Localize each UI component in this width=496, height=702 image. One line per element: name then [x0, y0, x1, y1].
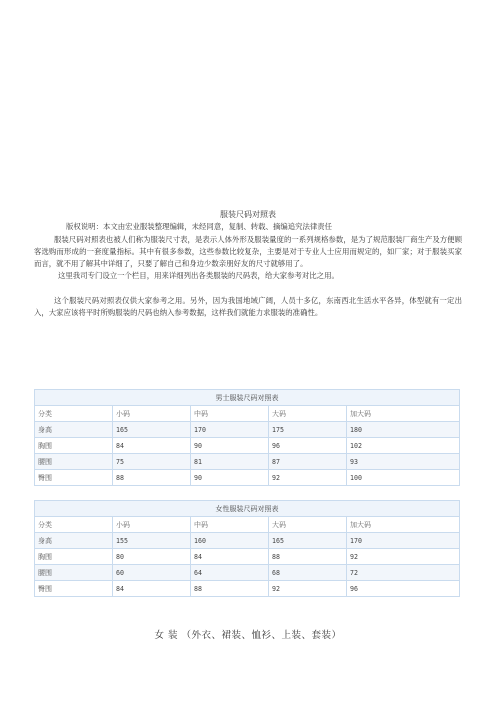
header-cell: 大码: [269, 406, 347, 422]
table-cell: 88: [113, 470, 191, 486]
table-cell: 170: [347, 533, 460, 549]
row-label: 臀围: [35, 470, 113, 486]
table-cell: 75: [113, 454, 191, 470]
header-cell: 分类: [35, 517, 113, 533]
table-cell: 60: [113, 565, 191, 581]
table-cell: 96: [269, 438, 347, 454]
table-cell: 165: [113, 422, 191, 438]
table-cell: 72: [347, 565, 460, 581]
table-row: [35, 422, 460, 438]
table-row: [35, 565, 460, 581]
table-cell: 93: [347, 454, 460, 470]
document-title: 服装尺码对照表: [220, 210, 276, 219]
table-cell: 84: [113, 581, 191, 597]
table-cell: 92: [269, 581, 347, 597]
table-row: [35, 581, 460, 597]
row-label: 腰围: [35, 565, 113, 581]
table-cell: 87: [269, 454, 347, 470]
table-cell: 175: [269, 422, 347, 438]
row-label: 胸围: [35, 549, 113, 565]
header-cell: 中码: [191, 406, 269, 422]
header-cell: 分类: [35, 406, 113, 422]
row-label: 臀围: [35, 581, 113, 597]
table-cell: 102: [347, 438, 460, 454]
table-cell: 80: [113, 549, 191, 565]
header-cell: 小码: [113, 517, 191, 533]
women-size-table: [34, 500, 460, 597]
header-cell: 大码: [269, 517, 347, 533]
header-cell: 小码: [113, 406, 191, 422]
table-cell: 81: [191, 454, 269, 470]
table-cell: 155: [113, 533, 191, 549]
row-label: 身高: [35, 533, 113, 549]
women-table-caption: 女性服装尺码对照表: [35, 501, 460, 517]
womens-wear-heading: 女 装 （外衣、裙装、恤衫、上装、套装）: [154, 630, 342, 641]
men-table-caption: 男士服装尺码对照表: [35, 390, 460, 406]
row-label: 腰围: [35, 454, 113, 470]
table-cell: 88: [191, 581, 269, 597]
row-label: 胸围: [35, 438, 113, 454]
women-table-header-row: [35, 517, 460, 533]
row-label: 身高: [35, 422, 113, 438]
copyright-notice: 版权说明：本文由宏业服装整理编辑，未经同意，复制、转载、摘编追究法律责任: [66, 222, 333, 231]
table-cell: 92: [347, 549, 460, 565]
intro-paragraph: 服装尺码对照表也被人们称为服装尺寸表，是表示人体外形及服装量度的一系列规格参数，是为了规范服装厂商生产及方便顾客选购而形成的一套度量指标。其中有很多参数，这些参数比较复杂，主要是对于专业人士应用而规定的，如厂家；对于服装买家而言，就不用了解其中详细了，只要了解自己和身边少数亲朋好友的尺寸就够用了。: [34, 235, 462, 268]
table-cell: 165: [269, 533, 347, 549]
table-row: [35, 438, 460, 454]
table-cell: 90: [191, 438, 269, 454]
table-cell: 160: [191, 533, 269, 549]
table-cell: 84: [191, 549, 269, 565]
table-row: [35, 470, 460, 486]
table-cell: 92: [269, 470, 347, 486]
header-cell: 加大码: [347, 517, 460, 533]
table-cell: 96: [347, 581, 460, 597]
header-cell: 中码: [191, 517, 269, 533]
column-paragraph: 这里我司专门设立一个栏目，用来详细列出各类服装的尺码表，给大家参考对比之用。: [58, 271, 339, 280]
table-cell: 84: [113, 438, 191, 454]
table-cell: 90: [191, 470, 269, 486]
header-cell: 加大码: [347, 406, 460, 422]
table-cell: 180: [347, 422, 460, 438]
table-cell: 88: [269, 549, 347, 565]
table-row: [35, 533, 460, 549]
men-size-table: [34, 389, 460, 486]
table-row: [35, 454, 460, 470]
table-cell: 170: [191, 422, 269, 438]
table-cell: 64: [191, 565, 269, 581]
table-cell: 100: [347, 470, 460, 486]
table-cell: 68: [269, 565, 347, 581]
table-row: [35, 549, 460, 565]
notice-paragraph: 这个服装尺码对照表仅供大家参考之用。另外，因为我国地域广阔，人员十多亿，东南西北生活水平各异，体型就有一定出入，大家应该将平时所购服装的尺码也纳入参考数据，这样我们就能力求服装的准确性。: [34, 296, 462, 317]
men-table-header-row: [35, 406, 460, 422]
